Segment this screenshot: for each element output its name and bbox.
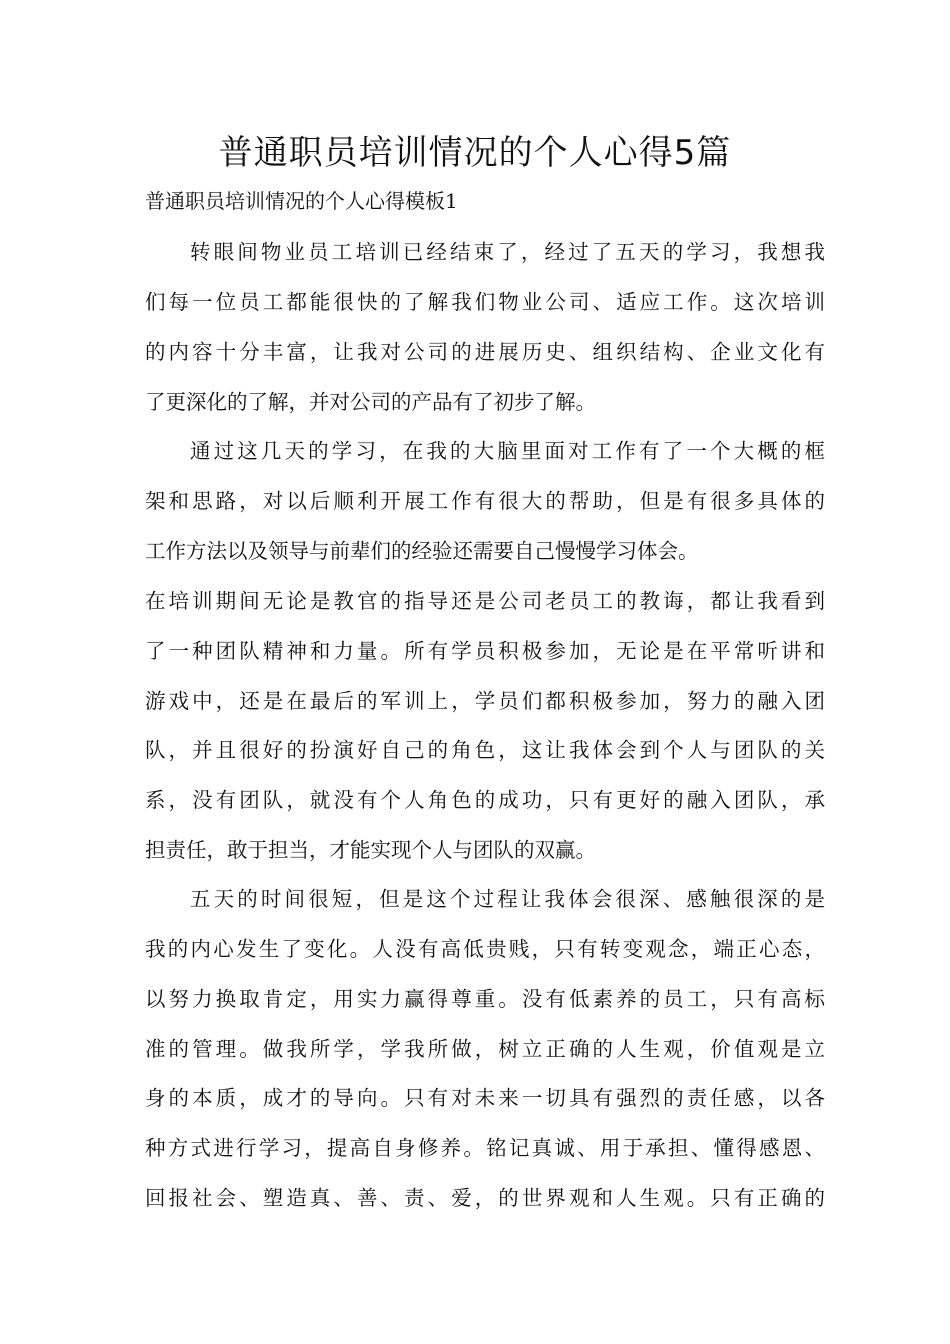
text-line: 了更深化的了解，并对公司的产品有了初步了解。 (145, 390, 596, 414)
text-line: 转眼间物业员工培训已经结束了，经过了五天的学习，我想我 (190, 240, 825, 264)
text-line: 在培训期间无论是教官的指导还是公司老员工的教诲，都让我看到 (145, 589, 825, 613)
text-line: 回报社会、塑造真、善、责、爱，的世界观和人生观。只有正确的 (145, 1186, 825, 1210)
document-title: 普通职员培训情况的个人心得5篇 (218, 133, 732, 173)
text-line: 准的管理。做我所学，学我所做，树立正确的人生观，价值观是立 (145, 1037, 825, 1061)
text-line: 游戏中，还是在最后的军训上，学员们都积极参加，努力的融入团 (145, 689, 825, 713)
text-line: 队，并且很好的扮演好自己的角色，这让我体会到个人与团队的关 (145, 738, 825, 762)
document-subtitle: 普通职员培训情况的个人心得模板1 (145, 189, 458, 213)
text-line: 以努力换取肯定，用实力赢得尊重。没有低素养的员工，只有高标 (145, 987, 825, 1011)
text-line: 的内容十分丰富，让我对公司的进展历史、组织结构、企业文化有 (145, 340, 825, 364)
text-line: 了一种团队精神和力量。所有学员积极参加，无论是在平常听讲和 (145, 639, 825, 663)
text-line: 种方式进行学习，提高自身修养。铭记真诚、用于承担、懂得感恩、 (145, 1136, 825, 1160)
text-line: 身的本质，成才的导向。只有对未来一切具有强烈的责任感，以各 (145, 1086, 825, 1110)
text-line: 我的内心发生了变化。人没有高低贵贱，只有转变观念，端正心态， (145, 937, 825, 961)
text-line: 工作方法以及领导与前辈们的经验还需要自己慢慢学习体会。 (145, 539, 699, 563)
text-line: 们每一位员工都能很快的了解我们物业公司、适应工作。这次培训 (145, 290, 825, 314)
text-line: 架和思路，对以后顺利开展工作有很大的帮助，但是有很多具体的 (145, 489, 825, 513)
text-line: 担责任，敢于担当，才能实现个人与团队的双赢。 (145, 838, 596, 862)
text-line: 通过这几天的学习，在我的大脑里面对工作有了一个大概的框 (190, 439, 825, 463)
text-line: 五天的时间很短，但是这个过程让我体会很深、感触很深的是 (190, 887, 825, 911)
text-line: 系，没有团队，就没有个人角色的成功，只有更好的融入团队，承 (145, 788, 825, 812)
